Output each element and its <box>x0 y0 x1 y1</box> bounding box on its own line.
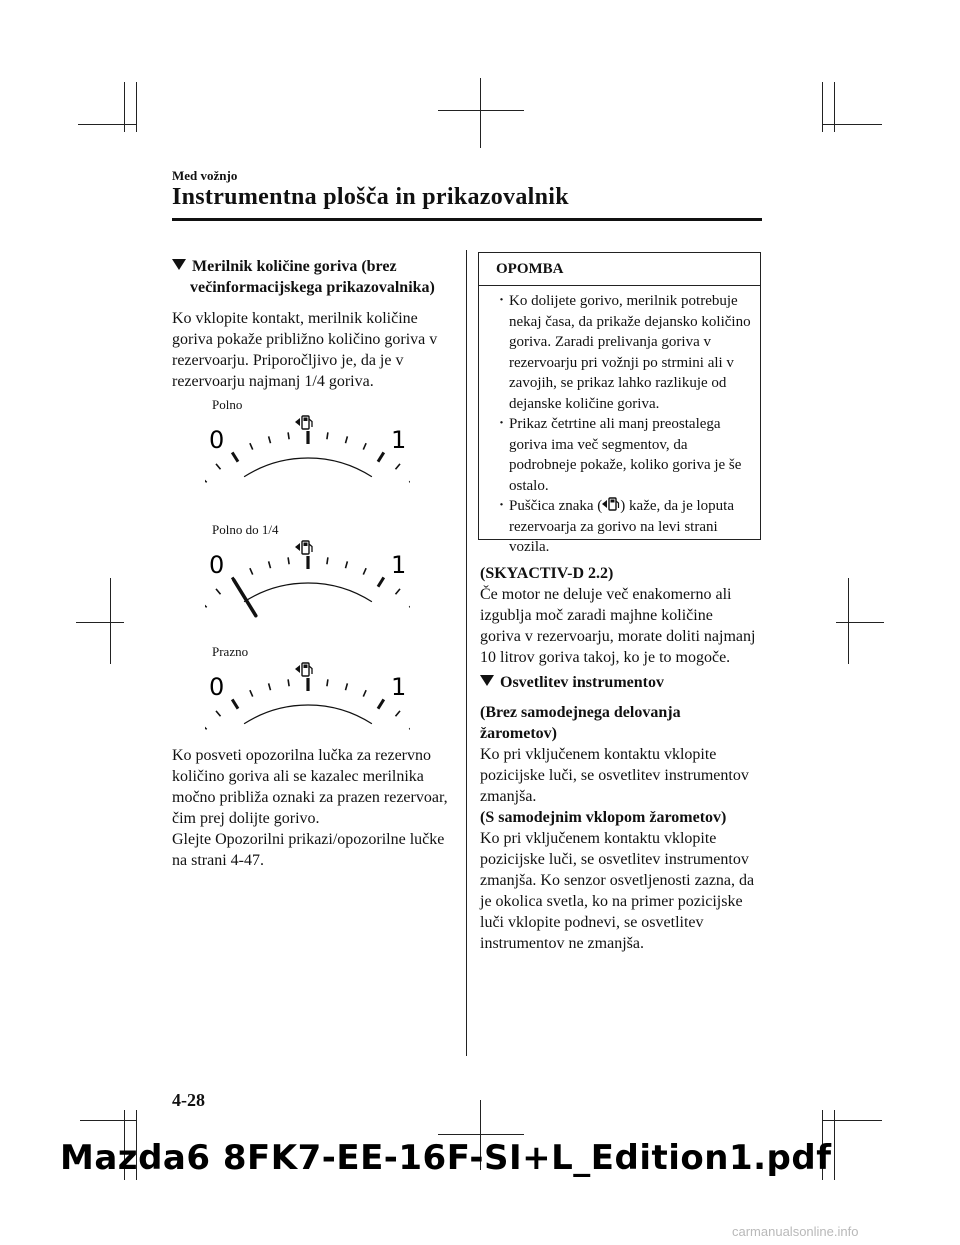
gauge-tick <box>216 711 221 716</box>
fuel-pump-icon-part <box>304 665 308 669</box>
gauge-tick <box>205 603 207 608</box>
skyactiv-title: (SKYACTIV-D 2.2) <box>480 565 614 582</box>
gauge-label-quarter: Polno do 1/4 <box>212 522 279 537</box>
title-rule <box>172 218 762 221</box>
crop-mark <box>480 78 481 148</box>
gauge-tick <box>250 443 253 449</box>
fuel-gauge-intro: Ko vklopite kontakt, merilnik količine goriva pokaže približno količino goriva v rezervoarju. Priporočljivo je, da je v rezervoarju najmanj 1/4 goriva. <box>172 310 438 390</box>
illumination-heading: Osvetlitev instrumentov <box>480 672 664 693</box>
fuel-gauge-empty <box>205 655 410 750</box>
fuel-pump-icon <box>295 541 312 554</box>
gauge-empty-mark: 0 <box>209 426 225 454</box>
note-list <box>489 291 754 558</box>
fuel-pump-icon <box>295 663 312 676</box>
fuel-pump-icon-part <box>295 418 300 426</box>
crop-mark <box>836 622 884 623</box>
note-box <box>478 252 761 555</box>
gauge-tick <box>269 436 271 443</box>
fuel-gauge-heading: Merilnik količine goriva (brez <box>172 256 397 277</box>
fuel-pump-icon <box>295 416 312 429</box>
fuel-pump-icon-part <box>304 418 308 422</box>
note-item: · Ko dolijete gorivo, merilnik potrebuje nekaj časa, da prikaže dejansko količino goriva. Zaradi prelivanja goriva v rezervoarju pri vožnji po strmini ali v zavojih, se prikaz lahko razlikuje od dejanske količine goriva. <box>489 291 754 414</box>
crop-mark <box>848 578 849 664</box>
crop-mark <box>124 82 125 132</box>
gauge-tick <box>378 452 384 461</box>
column-divider <box>466 250 467 1056</box>
gauge-empty-mark: 0 <box>209 673 225 701</box>
crop-mark <box>822 124 882 125</box>
section-label: Med vožnjo <box>172 168 238 183</box>
illumination-sub1: (Brez samodejnega delovanja <box>480 704 681 721</box>
gauge-tick <box>288 557 289 564</box>
fuel-gauge-heading-cont: večinformacijskega prikazovalnika) <box>190 279 435 296</box>
triangle-bullet-icon <box>172 259 186 270</box>
gauge-tick <box>409 603 410 608</box>
gauge-tick <box>327 432 328 439</box>
fuel-gauge-full <box>205 408 410 503</box>
crop-mark <box>438 1134 524 1135</box>
footer-filename: Mazda6 8FK7-EE-16F-SI+L_Edition1.pdf <box>60 1138 832 1178</box>
gauge-tick <box>232 699 238 708</box>
gauge-full-mark: 1 <box>391 551 407 579</box>
fuel-pump-arrow-icon <box>602 496 620 512</box>
illumination-sub1-cont: žarometov) <box>480 725 557 742</box>
note-item: · Prikaz četrtine ali manj preostalega goriva ima več segmentov, da podrobneje pokaže, koliko goriva je še ostalo. <box>489 414 754 496</box>
crop-mark <box>136 82 137 132</box>
gauge-tick <box>232 452 238 461</box>
gauge-tick <box>396 711 401 716</box>
page-number: 4-28 <box>172 1090 205 1110</box>
triangle-bullet-icon <box>480 675 494 686</box>
crop-mark <box>438 110 524 111</box>
gauge-tick <box>288 432 289 439</box>
illumination-sub2: (S samodejnim vklopom žarometov) <box>480 809 727 826</box>
crop-mark <box>80 1120 136 1121</box>
gauge-tick <box>363 690 366 696</box>
gauge-tick <box>396 464 401 469</box>
skyactiv-text: Če motor ne deluje več enakomerno ali izgublja moč zaradi majhne količine goriva v rezervoarju, morate doliti najmanj 10 litrov goriva takoj, ko je to mogoče. <box>480 586 756 666</box>
gauge-arc <box>244 705 372 724</box>
fuel-pump-icon-part <box>295 665 300 673</box>
gauge-tick <box>216 464 221 469</box>
gauge-label-full: Polno <box>212 397 243 412</box>
crop-mark <box>76 622 124 623</box>
illumination-text2: Ko pri vključenem kontaktu vklopite pozicijske luči, se osvetlitev instrumentov zmanjša. Ko senzor osvetljenosti zazna, da je okolica svetla, ko na primer pozicijske luči vklopite podnevi, se osvetlitev instrumentov ne zmanjša. <box>480 830 755 952</box>
gauge-label-empty: Prazno <box>212 644 249 659</box>
gauge-tick <box>346 436 348 443</box>
gauge-needle <box>234 580 256 616</box>
note-header <box>479 253 760 286</box>
gauge-tick <box>363 443 366 449</box>
note-item: · Puščica znaka ( ) kaže, da je loputa rezervoarja za gorivo na levi strani vozila. <box>489 496 754 558</box>
gauge-tick <box>250 690 253 696</box>
gauge-tick <box>409 725 410 730</box>
gauge-full-mark: 1 <box>391 426 407 454</box>
gauge-tick <box>327 557 328 564</box>
fuel-gauge-quarter <box>205 533 410 628</box>
illumination-text1: Ko pri vključenem kontaktu vklopite pozicijske luči, se osvetlitev instrumentov zmanjša. <box>480 746 749 805</box>
gauge-tick <box>363 568 366 574</box>
gauge-tick <box>409 478 410 483</box>
gauge-tick <box>396 589 401 594</box>
crop-mark <box>78 124 136 125</box>
gauge-tick <box>216 589 221 594</box>
note-title: OPOMBA <box>496 261 564 277</box>
gauge-tick <box>288 679 289 686</box>
gauge-tick <box>205 725 207 730</box>
gauge-tick <box>346 683 348 690</box>
gauge-arc <box>244 458 372 477</box>
gauge-tick <box>250 568 253 574</box>
gauge-tick <box>269 561 271 568</box>
crop-mark <box>822 1120 882 1121</box>
fuel-warning-text: Ko posveti opozorilna lučka za rezervno količino goriva ali se kazalec merilnika močno približa oznaki za prazen rezervoar, čim prej dolijte gorivo. Glejte Opozorilni prikazi/opozorilne lučke na strani 4-47. <box>172 747 448 869</box>
fuel-pump-icon-part <box>295 543 300 551</box>
gauge-empty-mark: 0 <box>209 551 225 579</box>
gauge-tick <box>327 679 328 686</box>
fuel-pump-icon-part <box>304 543 308 547</box>
gauge-tick <box>205 478 207 483</box>
gauge-tick <box>269 683 271 690</box>
gauge-tick <box>378 577 384 586</box>
gauge-arc <box>244 583 372 602</box>
crop-mark <box>110 578 111 664</box>
page-title: Instrumentna plošča in prikazovalnik <box>172 184 569 210</box>
gauge-full-mark: 1 <box>391 673 407 701</box>
watermark: carmanualsonline.info <box>732 1224 859 1239</box>
gauge-tick <box>346 561 348 568</box>
gauge-tick <box>378 699 384 708</box>
